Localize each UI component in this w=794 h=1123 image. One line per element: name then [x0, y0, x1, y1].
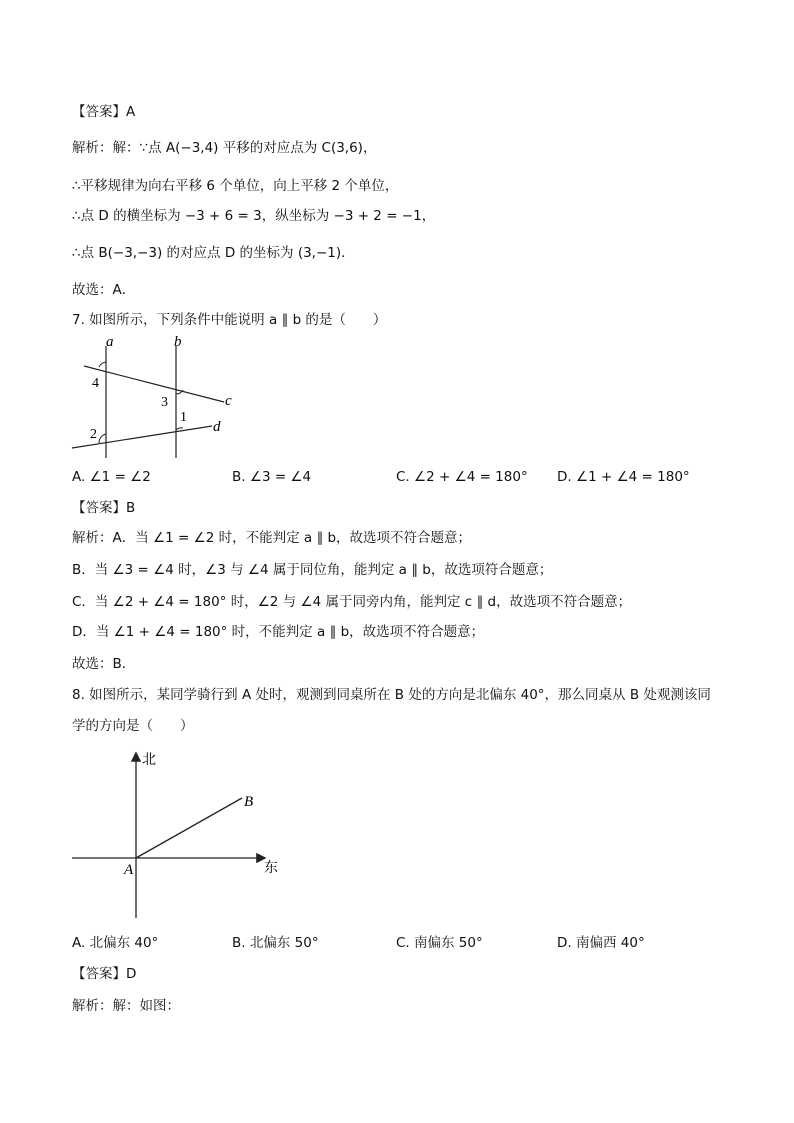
conclusion-line: 故选：B． — [72, 656, 136, 672]
label-d: d — [213, 419, 221, 435]
label-3: 3 — [161, 395, 168, 410]
question-8-options — [72, 933, 732, 953]
answer-label-8: 【答案】D — [72, 966, 137, 982]
segment-AB — [136, 798, 242, 858]
direction-figure — [68, 748, 288, 920]
label-b: b — [174, 334, 182, 350]
analysis-line: 解析：解：∵点 A(−3,4) 平移的对应点为 C(3,6)， — [72, 140, 377, 156]
option-c[interactable]: C. 南偏东 50° — [396, 935, 483, 951]
label-A: A — [124, 862, 134, 878]
analysis-line: ∴点 D 的横坐标为 −3 + 6 = 3，纵坐标为 −3 + 2 = −1， — [72, 208, 436, 224]
option-b[interactable]: B. ∠3 = ∠4 — [232, 469, 312, 485]
angle-4-arc — [99, 362, 106, 367]
answer-label-7: 【答案】B — [72, 500, 136, 516]
question-8-text-line1: 8. 如图所示，某同学骑行到 A 处时，观测到同桌所在 B 处的方向是北偏东 40°，那么同桌从 B 处观测该同 — [72, 687, 711, 703]
label-B: B — [244, 794, 254, 810]
analysis-line: D．当 ∠1 + ∠4 = 180° 时，不能判定 a ∥ b，故选项不符合题意； — [72, 624, 485, 640]
question-7-options — [72, 467, 732, 487]
angle-1-arc — [176, 428, 183, 430]
analysis-line: C．当 ∠2 + ∠4 = 180° 时，∠2 与 ∠4 属于同旁内角，能判定 c ∥ d，故选项不符合题意； — [72, 594, 632, 610]
question-7-text: 7. 如图所示，下列条件中能说明 a ∥ b 的是（ ） — [72, 312, 387, 328]
analysis-line: ∴点 B(−3,−3) 的对应点 D 的坐标为 (3,−1)． — [72, 245, 355, 261]
angle-2-arc — [99, 434, 106, 443]
analysis-line: 解析：A．当 ∠1 = ∠2 时，不能判定 a ∥ b，故选项不符合题意； — [72, 530, 472, 546]
label-a: a — [106, 334, 114, 350]
label-c: c — [225, 393, 232, 409]
question-8-text-line2: 学的方向是（ ） — [72, 718, 194, 734]
answer-label-6: 【答案】A — [72, 104, 136, 120]
label-2: 2 — [90, 427, 97, 442]
analysis-line: 解析：解：如图： — [72, 998, 180, 1014]
label-north: 北 — [142, 753, 156, 768]
option-b[interactable]: B. 北偏东 50° — [232, 935, 319, 951]
option-a[interactable]: A. ∠1 = ∠2 — [72, 469, 151, 485]
label-1: 1 — [180, 410, 187, 425]
conclusion-line: 故选：A． — [72, 282, 136, 298]
parallel-lines-figure — [66, 334, 246, 458]
option-d[interactable]: D. ∠1 + ∠4 = 180° — [557, 469, 690, 485]
label-east: 东 — [264, 861, 278, 876]
option-d[interactable]: D. 南偏西 40° — [557, 935, 645, 951]
analysis-line: ∴平移规律为向右平移 6 个单位，向上平移 2 个单位， — [72, 178, 399, 194]
analysis-line: B．当 ∠3 = ∠4 时，∠3 与 ∠4 属于同位角，能判定 a ∥ b，故选项符合题意； — [72, 562, 553, 578]
option-a[interactable]: A. 北偏东 40° — [72, 935, 159, 951]
option-c[interactable]: C. ∠2 + ∠4 = 180° — [396, 469, 528, 485]
label-4: 4 — [92, 376, 99, 391]
line-c — [84, 366, 224, 402]
